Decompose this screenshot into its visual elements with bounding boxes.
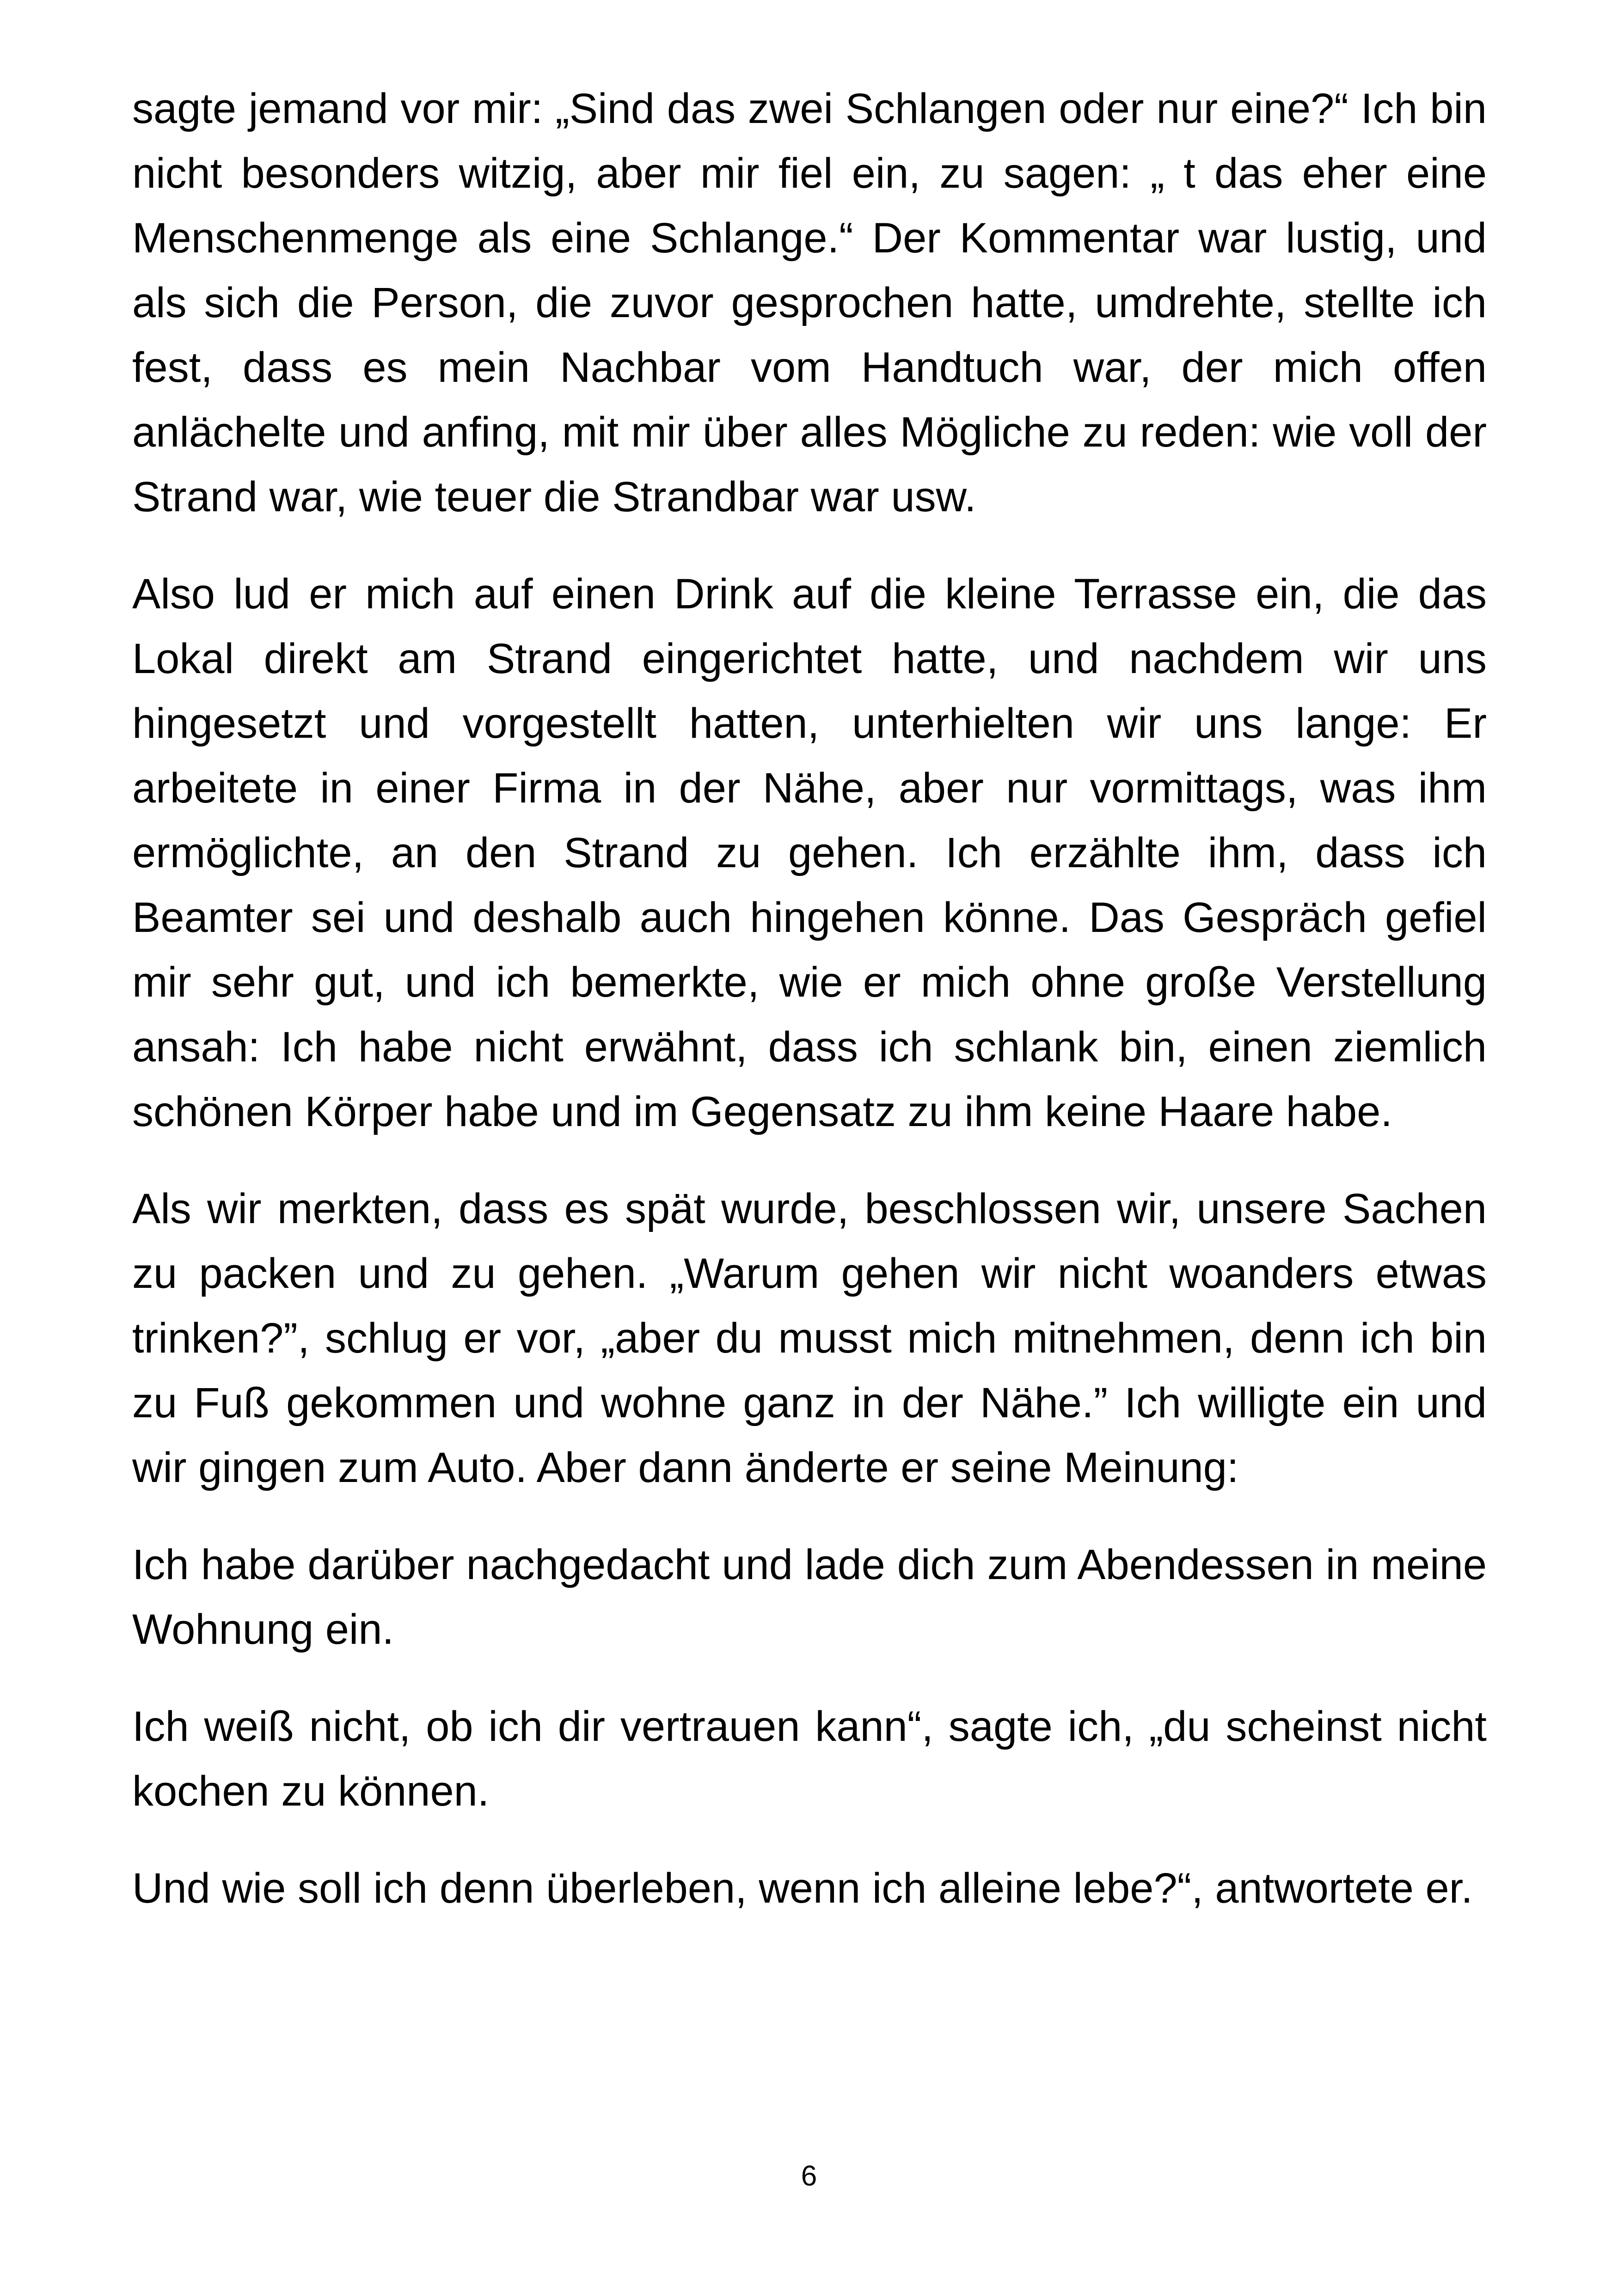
- paragraph: Und wie soll ich denn überleben, wenn ich alleine lebe?“, antwortete er.: [132, 1865, 1473, 1912]
- paragraph: sagte jemand vor mir: „Sind das zwei Schlangen oder nur eine?“ Ich bin nicht besonders witzig, aber mir fiel ein, zu sagen: „ t das eher eine Menschenmenge als eine Schlange.“ Der Kommentar war lustig, und als sich die Person, die zuvor gesprochen hatte, umdrehte, stellte ich fest, dass es mein Nachbar vom Handtuch war, der mich offen anlächelte und anfing, mit mir über alles Mögliche zu reden: wie voll der Strand war, wie teuer die Strandbar war usw.: [132, 85, 1487, 520]
- paragraph: Ich weiß nicht, ob ich dir vertrauen kann“, sagte ich, „du scheinst nicht kochen zu können.: [132, 1703, 1487, 1815]
- paragraph: Ich habe darüber nachgedacht und lade dich zum Abendessen in meine Wohnung ein.: [132, 1541, 1487, 1653]
- page-body: [132, 76, 1487, 1953]
- paragraph: Als wir merkten, dass es spät wurde, beschlossen wir, unsere Sachen zu packen und zu gehen. „Warum gehen wir nicht woanders etwas trinken?”, schlug er vor, „aber du musst mich mitnehmen, denn ich bin zu Fuß gekommen und wohne ganz in der Nähe.” Ich willigte ein und wir gingen zum Auto. Aber dann änderte er seine Meinung:: [132, 1185, 1487, 1491]
- page-number: 6: [801, 2160, 817, 2192]
- paragraph: Also lud er mich auf einen Drink auf die kleine Terrasse ein, die das Lokal direkt am Strand eingerichtet hatte, und nachdem wir uns hingesetzt und vorgestellt hatten, unterhielten wir uns lange: Er arbeitete in einer Firma in der Nähe, aber nur vormittags, was ihm ermöglichte, an den Strand zu gehen. Ich erzählte ihm, dass ich Beamter sei und deshalb auch hingehen könne. Das Gespräch gefiel mir sehr gut, und ich bemerkte, wie er mich ohne große Verstellung ansah: Ich habe nicht erwähnt, dass ich schlank bin, einen ziemlich schönen Körper habe und im Gegensatz zu ihm keine Haare habe.: [132, 570, 1487, 1135]
